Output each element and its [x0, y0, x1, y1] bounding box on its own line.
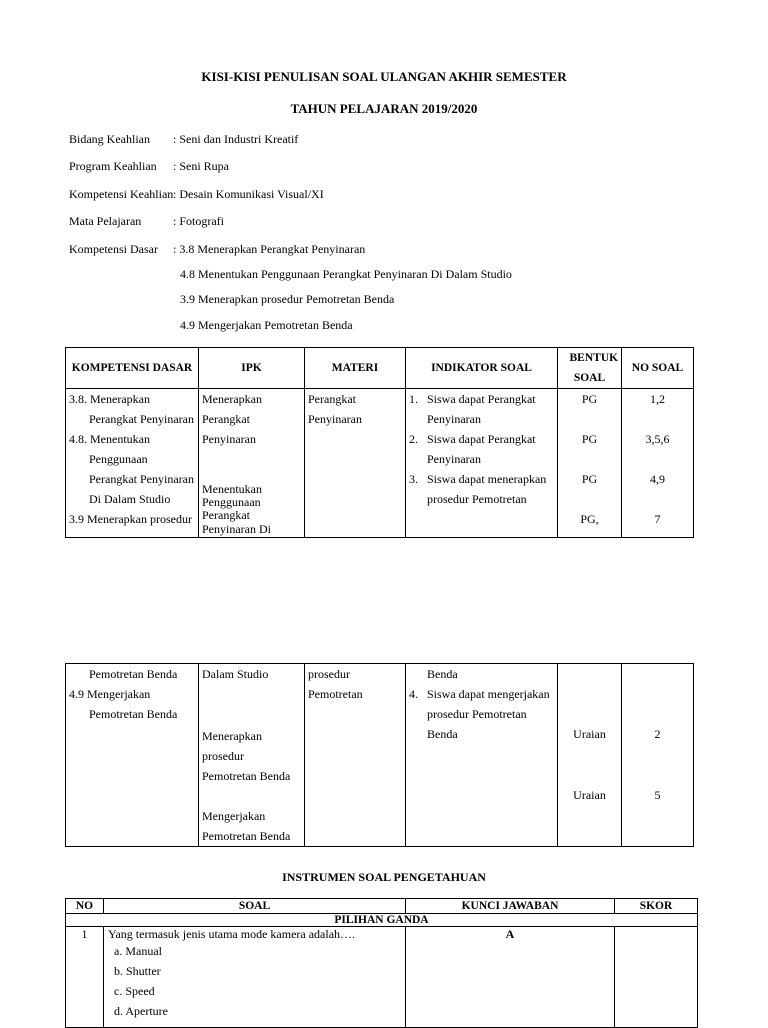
table-row	[66, 664, 694, 847]
info-label: Kompetensi Dasar	[69, 242, 158, 256]
indikator-line	[409, 684, 554, 704]
ipk-line: prosedur	[202, 749, 244, 763]
info-label: Kompetensi Keahlian	[69, 187, 174, 201]
info-row-kompetensi-keahlian	[69, 187, 324, 202]
indikator-number: 1.	[409, 392, 418, 406]
materi-cell	[305, 389, 406, 538]
bentuk-soal-label: BENTUK SOAL	[569, 352, 619, 384]
indikator-line	[409, 389, 554, 409]
info-label: Program Keahlian	[69, 159, 157, 173]
ipk-line: Perangkat	[202, 412, 250, 426]
kisi-table-part1	[65, 347, 694, 538]
indikator-number: 2.	[409, 432, 418, 446]
section-title: INSTRUMEN SOAL PENGETAHUAN	[282, 870, 486, 884]
ipk-line: Penyinaran	[202, 432, 256, 446]
bentuk-value: Uraian	[573, 788, 606, 802]
no-soal-value: 2	[654, 727, 661, 741]
header-skor: SKOR	[615, 899, 698, 914]
ipk-line: Menentukan	[202, 482, 262, 496]
kd-line: 3.9 Menerapkan prosedur	[69, 512, 192, 526]
header-no: NO	[66, 899, 104, 914]
table-header-row	[66, 899, 698, 914]
bentuk-value: PG	[581, 432, 598, 446]
document-subtitle: TAHUN PELAJARAN 2019/2020	[290, 101, 478, 116]
table-row	[66, 389, 694, 538]
indikator-line: Penyinaran	[427, 412, 481, 426]
kd-cell	[66, 389, 199, 538]
instrumen-table	[65, 898, 698, 1028]
info-value: : Seni Rupa	[173, 159, 229, 173]
indikator-number: 4.	[409, 687, 418, 701]
header-soal: SOAL	[104, 899, 406, 914]
materi-line: Pemotretan	[308, 687, 363, 701]
no-soal-value: 3,5,6	[645, 432, 670, 446]
info-row-mata-pelajaran	[69, 214, 224, 229]
kd-list-item: 4.8 Menentukan Penggunaan Perangkat Penyinaran Di Dalam Studio	[180, 267, 512, 281]
indikator-line: prosedur Pemotretan	[427, 492, 527, 506]
question-text: Yang termasuk jenis utama mode kamera adalah….	[108, 927, 356, 941]
indikator-line	[409, 469, 554, 489]
no-soal-value: 7	[654, 512, 661, 526]
ipk-line: Menerapkan	[202, 729, 262, 743]
header-kompetensi-dasar: KOMPETENSI DASAR	[66, 348, 199, 389]
info-row-program	[69, 159, 229, 174]
info-value: : Fotografi	[173, 214, 224, 228]
info-value: : 3.8 Menerapkan Perangkat Penyinaran	[173, 242, 366, 256]
indikator-text: Siswa dapat menerapkan	[427, 472, 547, 486]
kd-line: 4.9 Mengerjakan	[69, 687, 151, 701]
header-ipk: IPK	[199, 348, 305, 389]
info-value: : Seni dan Industri Kreatif	[173, 132, 299, 146]
no-soal-value: 1,2	[650, 392, 665, 406]
info-value: : Desain Komunikasi Visual/XI	[173, 187, 324, 201]
indikator-line	[409, 429, 554, 449]
score-cell	[615, 927, 698, 1028]
indikator-line: Benda	[427, 667, 458, 681]
header-bentuk-soal	[558, 348, 622, 389]
bentuk-value: Uraian	[573, 727, 606, 741]
group-row	[66, 914, 698, 927]
bentuk-cell	[558, 389, 622, 538]
document-title: KISI-KISI PENULISAN SOAL ULANGAN AKHIR SEMESTER	[201, 69, 567, 84]
ipk-line: Penggunaan	[202, 496, 261, 509]
kd-line: Perangkat Penyinaran	[89, 472, 194, 486]
no-soal-cell	[622, 389, 694, 538]
indikator-cell	[406, 664, 558, 847]
ipk-line: Pemotretan Benda	[202, 769, 291, 783]
materi-line: Penyinaran	[308, 412, 362, 426]
kd-line: Penggunaan	[89, 452, 148, 466]
indikator-line: Benda	[427, 727, 458, 741]
table-header-row	[66, 348, 694, 389]
answer-option: a. Manual	[114, 944, 162, 958]
indikator-number: 3.	[409, 472, 418, 486]
ipk-line: Pemotretan Benda	[202, 829, 291, 843]
indikator-text: Siswa dapat Perangkat	[427, 432, 536, 446]
bentuk-cell	[558, 664, 622, 847]
kd-cell	[66, 664, 199, 847]
materi-line: prosedur	[308, 667, 350, 681]
kd-list-item: 4.9 Mengerjakan Pemotretan Benda	[180, 318, 353, 332]
materi-line: Perangkat	[308, 392, 356, 406]
header-materi: MATERI	[305, 348, 406, 389]
kd-line: Di Dalam Studio	[89, 492, 171, 506]
indikator-line: Penyinaran	[427, 452, 481, 466]
kd-line: Pemotretan Benda	[89, 707, 178, 721]
ipk-cell	[199, 664, 305, 847]
group-label: PILIHAN GANDA	[66, 914, 698, 927]
no-soal-value: 4,9	[650, 472, 665, 486]
bentuk-value: PG	[581, 472, 598, 486]
bentuk-value: PG,	[580, 512, 599, 526]
info-row-bidang	[69, 132, 298, 147]
info-row-kompetensi-dasar	[69, 242, 365, 257]
answer-option: d. Aperture	[114, 1004, 168, 1018]
indikator-text: Siswa dapat Perangkat	[427, 392, 536, 406]
info-label: Bidang Keahlian	[69, 132, 150, 146]
kd-line: 3.8. Menerapkan	[69, 392, 150, 406]
answer-key: A	[406, 927, 615, 1028]
question-cell	[104, 927, 406, 1028]
header-indikator-soal: INDIKATOR SOAL	[406, 348, 558, 389]
bentuk-value: PG	[581, 392, 598, 406]
table-row	[66, 927, 698, 1028]
ipk-line: Perangkat	[202, 509, 250, 522]
indikator-line: prosedur Pemotretan	[427, 707, 527, 721]
ipk-line: Mengerjakan	[202, 809, 266, 823]
answer-option: b. Shutter	[114, 964, 161, 978]
kd-line: 4.8. Menentukan	[69, 432, 150, 446]
ipk-line: Menerapkan	[202, 392, 262, 406]
ipk-spacer	[202, 449, 301, 469]
indikator-cell	[406, 389, 558, 538]
materi-cell	[305, 664, 406, 847]
header-no-soal: NO SOAL	[622, 348, 694, 389]
info-label: Mata Pelajaran	[69, 214, 142, 228]
ipk-line: Penyinaran Di	[202, 522, 271, 536]
kd-line: Perangkat Penyinaran	[89, 412, 194, 426]
header-kunci-jawaban: KUNCI JAWABAN	[406, 899, 615, 914]
answer-option: c. Speed	[114, 984, 155, 998]
kd-line: Pemotretan Benda	[89, 667, 178, 681]
question-number: 1	[66, 927, 104, 1028]
ipk-line: Dalam Studio	[202, 667, 269, 681]
kd-list-item: 3.9 Menerapkan prosedur Pemotretan Benda	[180, 292, 395, 306]
ipk-cell	[199, 389, 305, 538]
indikator-text: Siswa dapat mengerjakan	[427, 687, 550, 701]
no-soal-value: 5	[654, 788, 661, 802]
no-soal-cell	[622, 664, 694, 847]
kisi-table-part2	[65, 663, 694, 847]
